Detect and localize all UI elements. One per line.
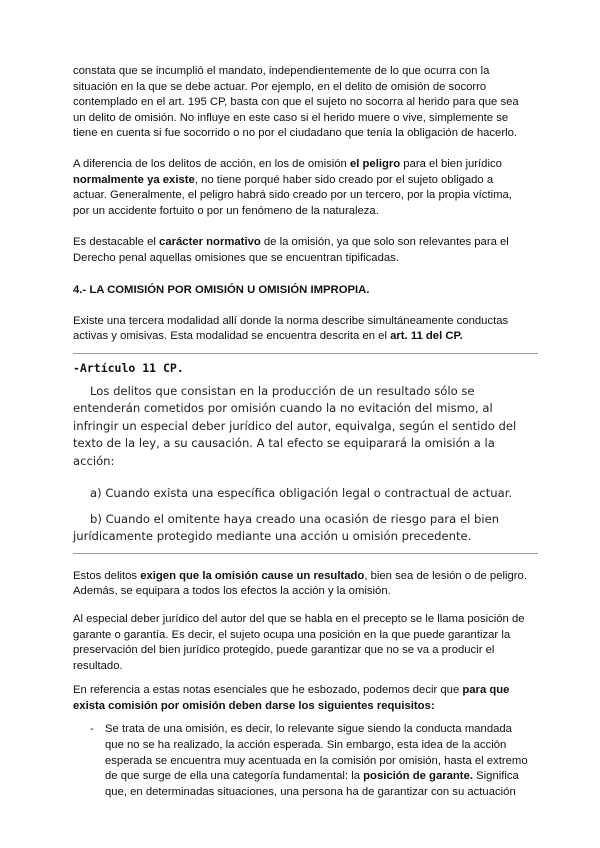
article-title: -Artículo 11 CP. xyxy=(73,360,184,375)
paragraph-peligro xyxy=(73,157,530,219)
text: , bien sea de lesión o de peligro. Además, se equipara a todos los efectos la acción y la omisión. xyxy=(73,569,527,598)
bold-text: para que exista comisión por omisión deben darse los siguientes requisitos: xyxy=(73,684,510,712)
bold-text: el peligro xyxy=(349,157,401,170)
section-heading: 4.- LA COMISIÓN POR OMISIÓN U OMISIÓN IMPROPIA. xyxy=(73,283,370,296)
text: Es destacable el xyxy=(73,236,160,249)
list-item xyxy=(73,722,530,800)
text: En referencia a estas notas esenciales que he esbozado, podemos decir que xyxy=(73,684,463,697)
paragraph-requisitos xyxy=(73,683,530,714)
dash-bullet: - xyxy=(90,723,94,736)
paragraph-posicion-garante: Al especial deber jurídico del autor del que se habla en el precepto se le llama posición de garante o garantía. Es decir, el sujeto ocupa una posición en la que puede garantizar la preservación del bien jurídico protegido, puede garantizar que no se va a producir el resultado. xyxy=(73,612,525,672)
article-item-a: a) Cuando exista una específica obligación legal o contractual de actuar. xyxy=(90,486,513,501)
paragraph-omision-propia: constata que se incumplió el mandato, independientemente de lo que ocurra con la situación en la que se debe actuar. Por ejemplo, en el delito de omisión de socorro contemplado en el art. 195 CP, basta con que el sujeto no socorra al herido para que sea un delito de omisión. No influye en este caso si el herido muere o vive, simplemente se tiene en cuenta si fue socorrido o no por el ciudadano que tenía la obligación de hacerlo. xyxy=(73,65,519,140)
text: A diferencia de los delitos de acción, en los de omisión xyxy=(73,157,350,170)
text: Se trata de una omisión, es decir, lo relevante sigue siendo la conducta mandada que no se ha realizado, la acción esperada. Sin embargo, esta idea de la acción esperada se encuentra muy acentuada en la comisión por omisión, hasta el extremo de que surge de ella una categoría fundamental: la xyxy=(105,723,528,783)
divider-bottom xyxy=(73,553,538,554)
document-page xyxy=(73,64,530,800)
text: Estos delitos xyxy=(73,569,141,582)
bold-text: posición de garante. xyxy=(363,770,473,783)
text: , no tiene porqué haber sido creado por el sujeto obligado a actuar. Generalmente, el peligro habrá sido creado por un tercero, por la propia víctima, por un accidente fortuito o por un fenómeno de la naturaleza. xyxy=(73,173,512,217)
bold-text: exigen que la omisión cause un resultado xyxy=(140,569,365,582)
paragraph-caracter-normativo xyxy=(73,235,530,266)
requirements-list xyxy=(73,722,530,800)
text: Existe una tercera modalidad allí donde la norma describe simultáneamente conductas activas y omisivas. Esta modalidad se encuentra descrita en el xyxy=(73,314,509,343)
bold-text: normalmente ya existe xyxy=(73,173,195,186)
text: Significa que, en determinadas situaciones, una persona ha de garantizar con su actuación xyxy=(105,770,519,798)
text: para el bien jurídico xyxy=(400,157,502,170)
article-body: Los delitos que consistan en la producción de un resultado sólo se entenderán cometidos por omisión cuando la no evitación del mismo, al infringir un especial deber jurídico del autor, equivalga, según el sentido del texto de la ley, a su causación. A tal efecto se equiparará la omisión a la acción: xyxy=(73,383,517,468)
text: de la omisión, ya que solo son relevantes para el Derecho penal aquellas omisiones que se encuentran tipificadas. xyxy=(73,236,509,264)
bold-text: carácter normativo xyxy=(159,236,261,249)
paragraph-resultado xyxy=(73,569,530,600)
article-item-b: b) Cuando el omitente haya creado una ocasión de riesgo para el bien jurídicamente protegido mediante una acción u omisión precedente. xyxy=(73,511,500,544)
bold-text: art. 11 del CP. xyxy=(390,330,463,343)
paragraph-tercera-modalidad xyxy=(73,314,530,345)
divider-top xyxy=(73,353,538,354)
